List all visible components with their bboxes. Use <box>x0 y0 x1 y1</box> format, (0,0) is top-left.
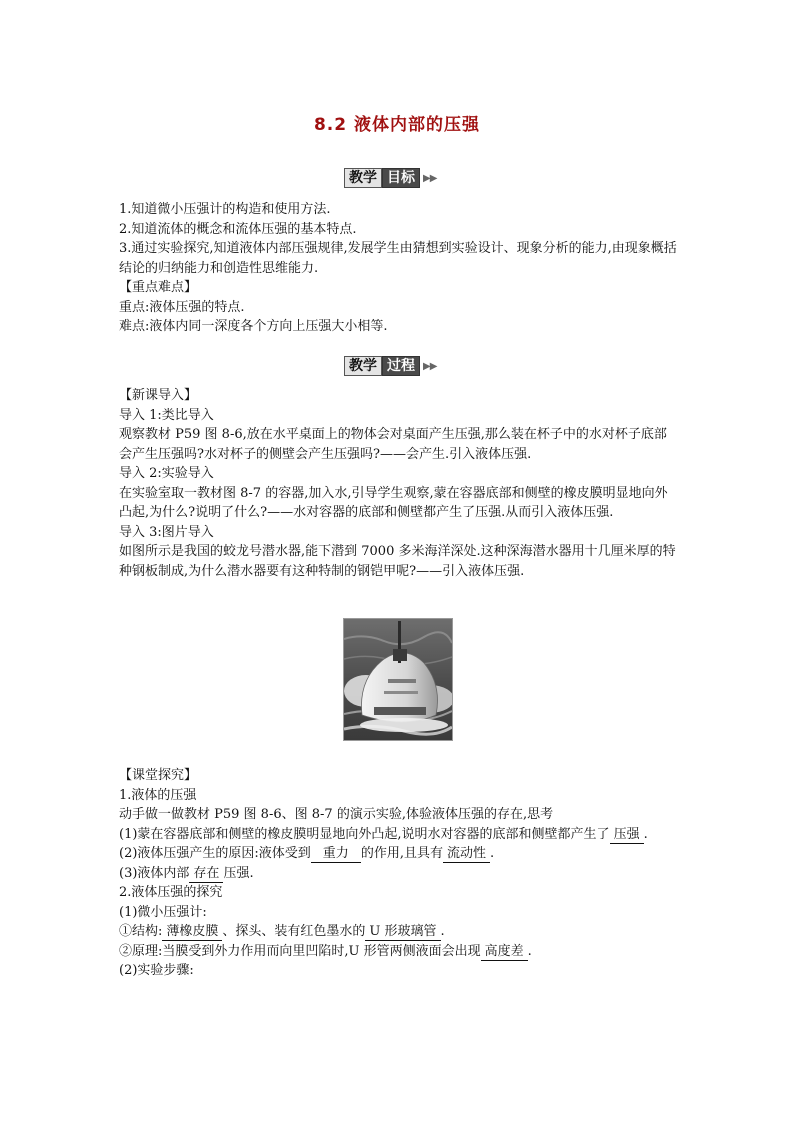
answer-blank: 高度差 <box>481 943 528 961</box>
intro-heading: 【新课导入】 <box>119 388 198 403</box>
teaching-process-banner <box>344 356 436 376</box>
intro-2-text: 在实验室取一教材图 8-7 的容器,加入水,引导学生观察,蒙在容器底部和侧壁的橡皮膜明显地向外凸起,为什么?说明了什么?——水对容器的底部和侧壁都产生了压强.从而引入液体压强. <box>119 485 668 520</box>
section-1-intro: 动手做一做教材 P59 图 8-6、图 8-7 的演示实验,体验液体压强的存在,思考 <box>119 807 554 822</box>
intro-2-title: 导入 2:实验导入 <box>119 466 214 481</box>
arrow-icon: ▶▶ <box>423 360 437 372</box>
banner-label-a: 教学 <box>344 356 382 376</box>
goal-item: 1.知道微小压强计的构造和使用方法. <box>119 202 331 217</box>
goal-item: 2.知道流体的概念和流体压强的基本特点. <box>119 221 357 237</box>
key-point: 重点:液体压强的特点. <box>119 299 245 315</box>
principle-line: ②原理:当膜受到外力作用而向里凹陷时,U 形管两侧液面会出现 高度差 . <box>119 943 532 959</box>
intro-section <box>119 386 679 581</box>
question-1: (1)蒙在容器底部和侧壁的橡皮膜明显地向外凸起,说明水对容器的底部和侧壁都产生了 压强 . <box>119 826 648 842</box>
question-3: (3)液体内部 存在 压强. <box>119 865 254 881</box>
answer-blank: 流动性 <box>443 845 490 863</box>
goals-section <box>119 200 679 337</box>
section-2-title: 2.液体压强的探究 <box>119 885 223 900</box>
question-2: (2)液体压强产生的原因:液体受到 重力 的作用,且具有 流动性 . <box>119 846 495 861</box>
answer-blank: U 形玻璃管 <box>365 923 440 941</box>
teaching-goals-banner <box>344 168 436 188</box>
section-1-title: 1.液体的压强 <box>119 787 197 803</box>
goal-item: 3.通过实验探究,知道液体内部压强规律,发展学生由猜想到实验设计、现象分析的能力,由现象概括结论的归纳能力和创造性思维能力. <box>119 241 677 276</box>
intro-1-text: 观察教材 P59 图 8-6,放在水平桌面上的物体会对桌面产生压强,那么装在杯子中的水对杯子底部会产生压强吗?水对杯子的侧壁会产生压强吗?——会产生.引入液体压强. <box>119 427 667 462</box>
arrow-icon: ▶▶ <box>423 172 437 184</box>
banner-label-b: 目标 <box>382 168 420 188</box>
banner-label-a: 教学 <box>344 168 382 188</box>
explore-heading: 【课堂探究】 <box>119 768 198 783</box>
intro-1-title: 导入 1:类比导入 <box>119 407 214 423</box>
section-2-steps: (2)实验步骤: <box>119 963 194 978</box>
intro-3-title: 导入 3:图片导入 <box>119 524 214 540</box>
page-title: 8.2 液体内部的压强 <box>313 115 481 135</box>
key-heading: 【重点难点】 <box>119 280 198 295</box>
answer-blank: 重力 <box>311 845 361 863</box>
intro-3-text: 如图所示是我国的蛟龙号潜水器,能下潜到 7000 多米海洋深处.这种深海潜水器用十几厘米厚的特种钢板制成,为什么潜水器要有这种特制的钢铠甲呢?——引入液体压强. <box>119 544 676 579</box>
answer-blank: 压强 <box>610 826 644 844</box>
submersible-photo <box>343 618 453 741</box>
banner-label-b: 过程 <box>382 356 420 376</box>
structure-line: ①结构: 薄橡皮膜 、探头、装有红色墨水的 U 形玻璃管 . <box>119 924 445 939</box>
answer-blank: 存在 <box>189 865 223 883</box>
explore-section <box>119 766 679 981</box>
difficult-point: 难点:液体内同一深度各个方向上压强大小相等. <box>119 319 388 334</box>
answer-blank: 薄橡皮膜 <box>162 923 222 941</box>
section-2-sub: (1)微小压强计: <box>119 904 207 920</box>
